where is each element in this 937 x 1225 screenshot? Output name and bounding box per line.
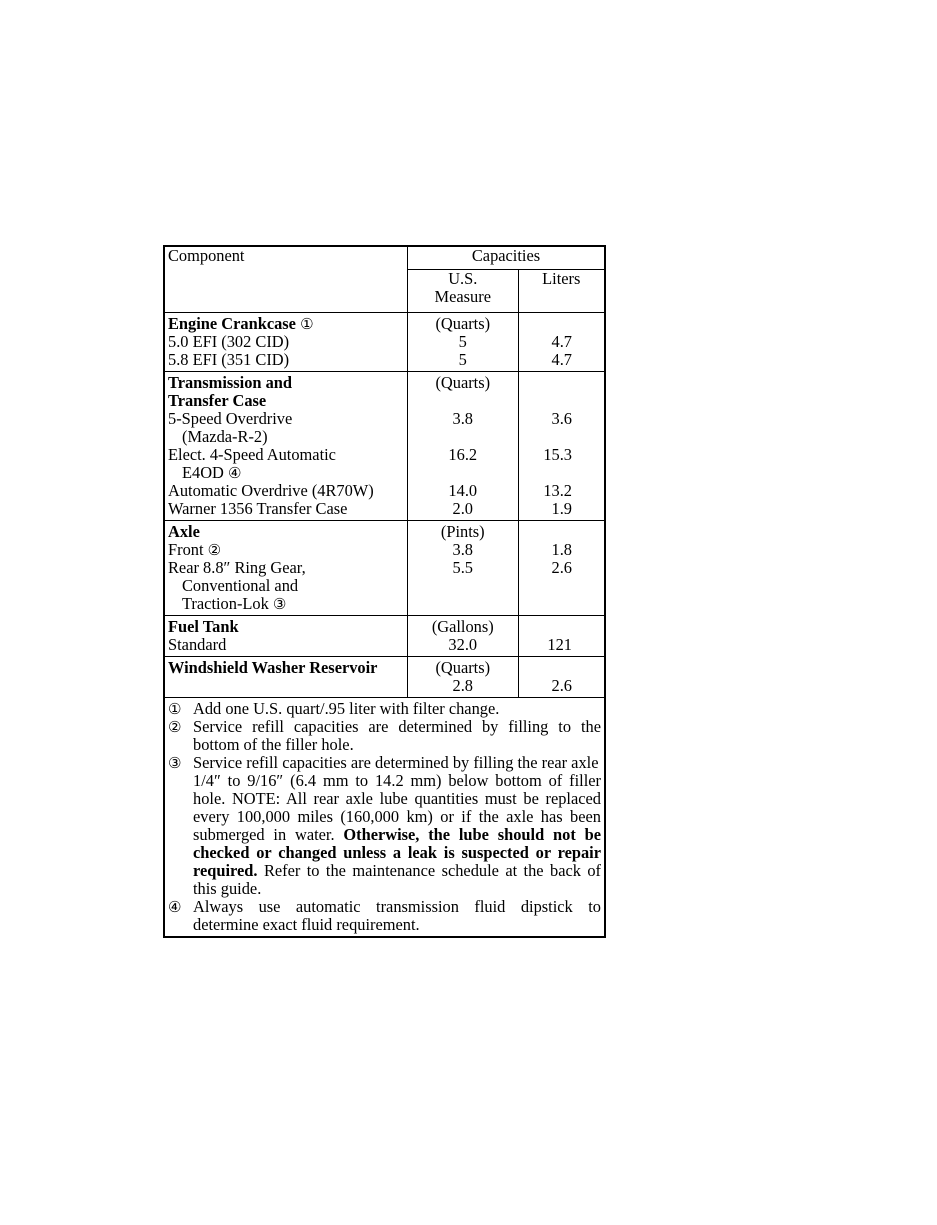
axle-row-label: Front bbox=[168, 540, 204, 559]
note-ref-1-icon: ① bbox=[300, 315, 314, 333]
note-ref-3-icon: ③ bbox=[272, 595, 287, 613]
washer-reservoir-us-value: 2.8 bbox=[452, 676, 474, 695]
us-measure-header-line2: Measure bbox=[434, 287, 491, 306]
transmission-row-label: Automatic Overdrive (4R70W) bbox=[168, 481, 374, 500]
note-ref-4-icon: ④ bbox=[228, 464, 242, 482]
transmission-liter-value: 3.6 bbox=[551, 409, 572, 428]
footnote-3-text: Service refill capacities are determined by filling the rear axle bbox=[193, 753, 599, 772]
engine-us-values bbox=[408, 313, 519, 372]
transmission-row-label: Elect. 4-Speed Automatic bbox=[168, 445, 336, 464]
footnote-1-icon: ① bbox=[168, 700, 182, 718]
footnote-3-warning: Otherwise, the lube should not be checked or changed unless a leak is suspected or repair required. bbox=[193, 825, 601, 880]
transmission-labels bbox=[164, 372, 408, 521]
engine-liter-value: 4.7 bbox=[551, 332, 572, 351]
footnotes-section bbox=[164, 698, 605, 938]
engine-liter-value: 4.7 bbox=[551, 350, 572, 369]
transmission-liter-value: 13.2 bbox=[543, 481, 572, 500]
axle-liter-value: 1.8 bbox=[551, 540, 572, 559]
transmission-unit: (Quarts) bbox=[435, 373, 491, 392]
washer-reservoir-section bbox=[164, 657, 605, 698]
transmission-liter-value: 15.3 bbox=[543, 445, 572, 464]
capacities-table bbox=[163, 245, 606, 938]
footnote-2-text: Service refill capacities are determined by filling to the bottom of the filler hole. bbox=[193, 717, 601, 754]
engine-us-value: 5 bbox=[458, 350, 467, 369]
axle-unit: (Pints) bbox=[440, 522, 485, 541]
washer-reservoir-liter-value: 2.6 bbox=[551, 676, 572, 695]
footnote-3-reference: Refer to the maintenance schedule at the back of this guide. bbox=[193, 861, 601, 898]
axle-liter-values bbox=[518, 521, 605, 616]
fuel-tank-liter-value: 121 bbox=[547, 635, 572, 654]
engine-us-value: 5 bbox=[458, 332, 467, 351]
axle-us-values bbox=[408, 521, 519, 616]
axle-row-sublabel: Traction-Lok bbox=[182, 594, 269, 613]
engine-liter-values bbox=[518, 313, 605, 372]
us-measure-header-line1: U.S. bbox=[448, 269, 478, 288]
fuel-tank-labels bbox=[164, 616, 408, 657]
us-measure-header bbox=[408, 270, 519, 313]
transmission-liter-value: 1.9 bbox=[551, 499, 572, 518]
footnote-2 bbox=[168, 718, 601, 754]
transmission-us-value: 3.8 bbox=[452, 409, 474, 428]
capacities-header: Capacities bbox=[408, 246, 605, 270]
engine-row-label: 5.8 EFI (351 CID) bbox=[168, 350, 290, 369]
footnote-3-continued bbox=[168, 772, 601, 898]
fuel-tank-section bbox=[164, 616, 605, 657]
axle-section bbox=[164, 521, 605, 616]
washer-reservoir-title: Windshield Washer Reservoir bbox=[168, 658, 378, 677]
axle-us-value: 3.8 bbox=[452, 540, 474, 559]
engine-crankcase-labels bbox=[164, 313, 408, 372]
axle-row-label: Rear 8.8″ Ring Gear, bbox=[168, 558, 306, 577]
axle-labels bbox=[164, 521, 408, 616]
washer-reservoir-us-values bbox=[408, 657, 519, 698]
footnote-3-icon: ③ bbox=[168, 754, 182, 772]
washer-reservoir-labels bbox=[164, 657, 408, 698]
footnote-1 bbox=[168, 700, 601, 718]
transmission-title-line1: Transmission and bbox=[168, 373, 293, 392]
footnotes bbox=[164, 698, 605, 938]
fuel-tank-us-value: 32.0 bbox=[448, 635, 478, 654]
engine-crankcase-section bbox=[164, 313, 605, 372]
transmission-title-line2: Transfer Case bbox=[168, 391, 267, 410]
component-header: Component bbox=[168, 246, 245, 265]
transmission-us-values bbox=[408, 372, 519, 521]
liters-header: Liters bbox=[518, 270, 605, 313]
washer-reservoir-liter-values bbox=[518, 657, 605, 698]
transmission-us-value: 14.0 bbox=[448, 481, 478, 500]
transmission-row-label: Warner 1356 Transfer Case bbox=[168, 499, 348, 518]
fuel-tank-title: Fuel Tank bbox=[168, 617, 239, 636]
transmission-section bbox=[164, 372, 605, 521]
note-ref-2-icon: ② bbox=[207, 541, 222, 559]
footnote-4-text: Always use automatic transmission fluid dipstick to determine exact fluid requirement. bbox=[193, 897, 601, 934]
footnote-3-detail: 1/4″ to 9/16″ (6.4 mm to 14.2 mm) below bottom of filler hole. NOTE: All rear axle lube quantities must be replaced every 100,000 miles (160,000 km) or if the axle has been submerged in water. bbox=[193, 771, 601, 844]
engine-row-label: 5.0 EFI (302 CID) bbox=[168, 332, 290, 351]
footnote-4-icon: ④ bbox=[168, 898, 182, 916]
footnote-2-icon: ② bbox=[168, 718, 182, 736]
fuel-tank-row-label: Standard bbox=[168, 635, 227, 654]
washer-reservoir-unit: (Quarts) bbox=[435, 658, 491, 677]
footnote-3 bbox=[168, 754, 601, 772]
footnote-1-text: Add one U.S. quart/.95 liter with filter change. bbox=[193, 699, 500, 718]
axle-us-value: 5.5 bbox=[452, 558, 474, 577]
axle-title: Axle bbox=[168, 522, 200, 541]
engine-unit: (Quarts) bbox=[435, 314, 491, 333]
axle-liter-value: 2.6 bbox=[551, 558, 572, 577]
transmission-row-sublabel: E4OD bbox=[182, 463, 224, 482]
fuel-tank-liter-values bbox=[518, 616, 605, 657]
footnote-4 bbox=[168, 898, 601, 934]
axle-row-sublabel: Conventional and bbox=[182, 576, 299, 595]
transmission-us-value: 2.0 bbox=[452, 499, 474, 518]
fuel-tank-unit: (Gallons) bbox=[431, 617, 494, 636]
transmission-row-sublabel: (Mazda-R-2) bbox=[182, 427, 268, 446]
engine-crankcase-title: Engine Crankcase bbox=[168, 314, 296, 333]
transmission-row-label: 5-Speed Overdrive bbox=[168, 409, 293, 428]
transmission-us-value: 16.2 bbox=[448, 445, 478, 464]
fuel-tank-us-values bbox=[408, 616, 519, 657]
transmission-liter-values bbox=[518, 372, 605, 521]
